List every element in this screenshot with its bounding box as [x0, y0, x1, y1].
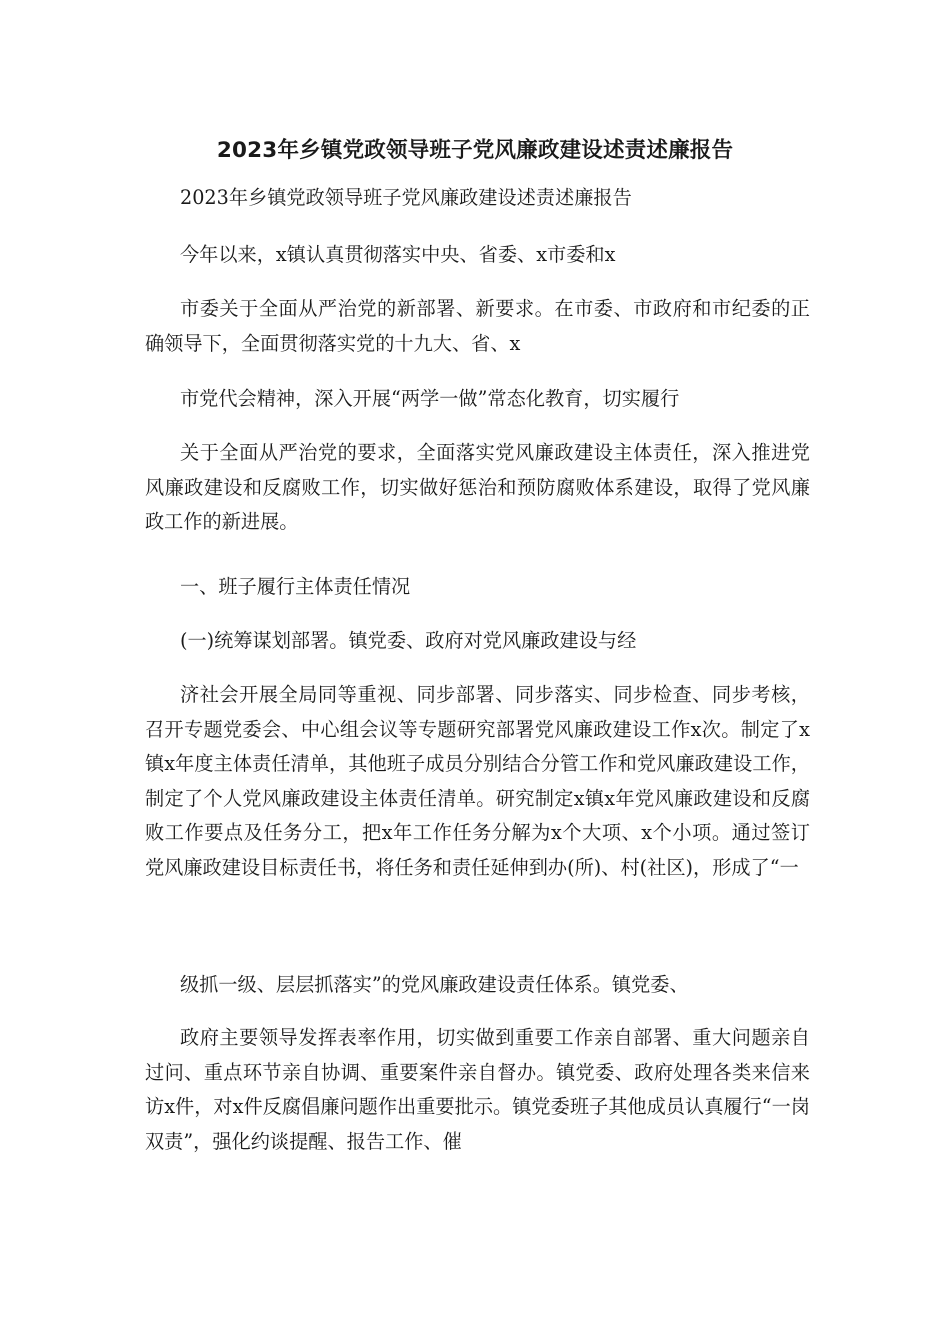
paragraph-leadership-role: 政府主要领导发挥表率作用，切实做到重要工作亲自部署、重大问题亲自过问、重点环节亲自协调、重要案件亲自督办。镇党委、政府处理各类来信来访x件，对x件反腐倡廉问题作出重要批示。镇党委班子其他成员认真履行“一岗双责”，强化约谈提醒、报告工作、催 — [145, 1026, 810, 1153]
paragraph-strict-governance: 关于全面从严治党的要求，全面落实党风廉政建设主体责任，深入推进党风廉政建设和反腐败工作，切实做好惩治和预防腐败体系建设，取得了党风廉政工作的新进展。 — [145, 441, 810, 533]
paragraph-economic-development: 济社会开展全局同等重视、同步部署、同步落实、同步检查、同步考核，召开专题党委会、中心组会议等专题研究部署党风廉政建设工作x次。制定了x镇x年度主体责任清单，其他班子成员分别结合分管工作和党风廉政建设工作，制定了个人党风廉政建设主体责任清单。研究制定x镇x年党风廉政建设和反腐败工作要点及任务分工，把x年工作任务分解为x个大项、x个小项。通过签订党风廉政建设目标责任书，将任务和责任延伸到办(所)、村(社区)，形成了“一 — [145, 683, 810, 879]
section-heading-1: 一、班子履行主体责任情况 — [180, 575, 411, 598]
paragraph-responsibility-system: 级抓一级、层层抓落实”的党风廉政建设责任体系。镇党委、 — [180, 973, 689, 996]
paragraph-city-committee: 市委关于全面从严治党的新部署、新要求。在市委、市政府和市纪委的正确领导下，全面贯彻落实党的十九大、省、x — [145, 297, 810, 355]
paragraph-party-congress: 市党代会精神，深入开展“两学一做”常态化教育，切实履行 — [180, 387, 680, 410]
paragraph-intro: 今年以来，x镇认真贯彻落实中央、省委、x市委和x — [180, 243, 616, 266]
subsection-heading-1: (一)统筹谋划部署。镇党委、政府对党风廉政建设与经 — [180, 629, 637, 652]
document-title: 2023年乡镇党政领导班子党风廉政建设述责述廉报告 — [216, 138, 734, 163]
paragraph-repeat-title: 2023年乡镇党政领导班子党风廉政建设述责述廉报告 — [180, 186, 632, 209]
